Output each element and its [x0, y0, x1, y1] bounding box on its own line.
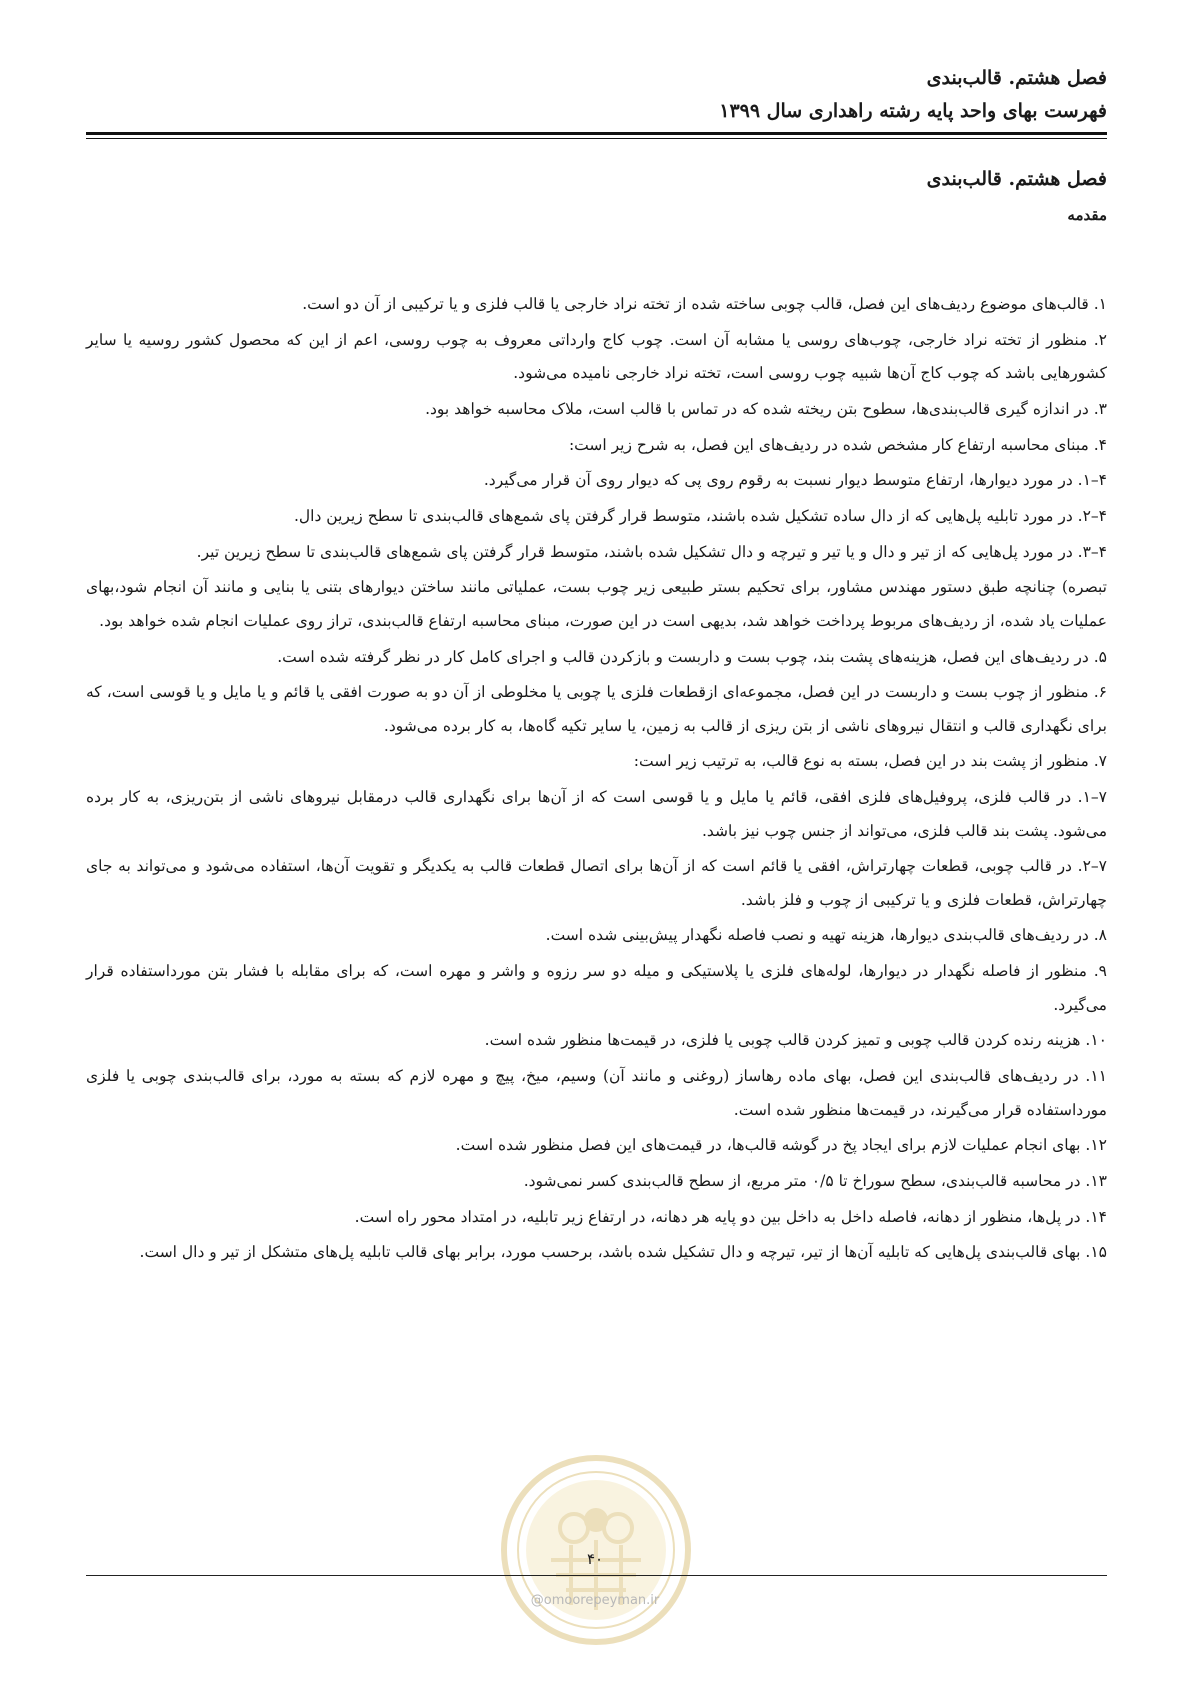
paragraph-2: ۲. منظور از تخته نراد خارجی، چوب‌های روسی یا مشابه آن است. چوب کاج وارداتی معروف به چوب روسی، اعم از این که محصول کشور روسیه یا سایر کشورهایی باشد که چوب کاج آن‌ها شبیه چوب روسی است، تخته نراد خارجی نامیده می‌شود.	[86, 330, 1107, 383]
section-subtitle: مقدمه	[1067, 206, 1107, 224]
body-text	[86, 288, 1107, 1272]
paragraph-4: ۴. مبنای محاسبه ارتفاع کار مشخص شده در ردیف‌های این فصل، به شرح زیر است:	[568, 435, 1107, 454]
header-chapter-title: فصل هشتم. قالب‌بندی	[926, 67, 1107, 89]
page-number: ۴۰	[586, 1550, 604, 1568]
footer-divider	[86, 1575, 1107, 1576]
paragraph-5: ۵. در ردیف‌های این فصل، هزینه‌های پشت بند، چوب بست و داربست و بازکردن قالب و اجرای کامل کار در نظر گرفته شده است.	[277, 647, 1107, 666]
section-title: فصل هشتم. قالب‌بندی	[926, 168, 1107, 190]
paragraph-7-1: ۷–۱. در قالب فلزی، پروفیل‌های فلزی افقی، قائم یا مایل و یا قوسی است که از آن‌ها برای نگهداری قالب درمقابل نیروهای ناشی از بتن‌ریزی، به کار برده می‌شود. پشت بند قالب فلزی، می‌تواند از جنس چوب نیز باشد.	[86, 788, 1107, 840]
paragraph-1: ۱. قالب‌های موضوع ردیف‌های این فصل، قالب چوبی ساخته شده از تخته نراد خارجی یا قالب فلزی و یا ترکیبی از آن دو است.	[302, 295, 1107, 313]
header-document-title: فهرست بهای واحد پایه رشته راهداری سال ۱۳۹۹	[719, 100, 1107, 122]
paragraph-15: ۱۵. بهای قالب‌بندی پل‌هایی که تابلیه آن‌ها از تیر، تیرچه و دال تشکیل شده باشد، برحسب مورد، برابر بهای قالب تابلیه پل‌های متشکل از تیر و دال است.	[139, 1243, 1107, 1262]
paragraph-14: ۱۴. در پل‌ها، منظور از دهانه، فاصله داخل به داخل بین دو پایه هر دهانه، در ارتفاع زیر تابلیه، در امتداد محور راه است.	[354, 1207, 1107, 1226]
paragraph-10: ۱۰. هزینه رنده کردن قالب چوبی و تمیز کردن قالب چوبی یا فلزی، در قیمت‌ها منظور شده است.	[484, 1031, 1107, 1050]
watermark-url: @omoorepeyman.ir	[530, 1593, 660, 1608]
paragraph-4-1: ۴–۱. در مورد دیوارها، ارتفاع متوسط دیوار نسبت به رقوم روی پی که دیوار روی آن قرار می‌گیرد.	[483, 471, 1107, 490]
paragraph-13: ۱۳. در محاسبه قالب‌بندی، سطح سوراخ تا ۰/۵ متر مربع، از سطح قالب‌بندی کسر نمی‌شود.	[523, 1171, 1107, 1190]
paragraph-6: ۶. منظور از چوب بست و داربست در این فصل، مجموعه‌ای ازقطعات فلزی یا چوبی یا مخلوطی از آن دو به صورت افقی یا قائم و یا مایل و یا قوسی است، که برای نگهداری قالب و انتقال نیروهای ناشی از بتن ریزی از قالب به زمین، یا سایر تکیه گاه‌ها، به کار برده می‌شود.	[86, 683, 1107, 735]
paragraph-11: ۱۱. در ردیف‌های قالب‌بندی این فصل، بهای ماده رهاساز (روغنی و مانند آن) وسیم، میخ، پیچ و مهره لازم که بسته به مورد، برای قالب‌بندی چوبی یا فلزی مورداستفاده قرار می‌گیرند، در قیمت‌ها منظور شده است.	[86, 1067, 1107, 1119]
note-paragraph: تبصره) چنانچه طبق دستور مهندس مشاور، برای تحکیم بستر طبیعی زیر چوب بست، عملیاتی مانند ساختن دیوارهای بتنی یا بنایی و مانند آن انجام شود،بهای عملیات یاد شده، از ردیف‌های مربوط پرداخت خواهد شد، بدیهی است در این صورت، مبنای محاسبه ارتفاع قالب‌بندی، تراز روی عملیات انجام شده خواهد بود.	[86, 578, 1107, 630]
paragraph-4-2: ۴–۲. در مورد تابلیه پل‌هایی که از دال ساده تشکیل شده باشند، متوسط قرار گرفتن پای شمع‌های قالب‌بندی تا سطح زیرین دال.	[293, 506, 1107, 525]
header-divider-thick	[86, 132, 1107, 135]
header-divider-thin	[86, 138, 1107, 139]
paragraph-4-3: ۴–۳. در مورد پل‌هایی که از تیر و دال و یا تیر و تیرچه و دال تشکیل شده باشند، متوسط قرار گرفتن پای شمع‌های قالب‌بندی تا سطح زیرین تیر.	[196, 542, 1107, 561]
paragraph-8: ۸. در ردیف‌های قالب‌بندی دیوارها، هزینه تهیه و نصب فاصله نگهدار پیش‌بینی شده است.	[545, 926, 1107, 945]
paragraph-7-2: ۷–۲. در قالب چوبی، قطعات چهارتراش، افقی یا قائم است که از آن‌ها برای اتصال قطعات قالب به یکدیگر و تقویت آن‌ها، استفاده می‌شود و می‌تواند به جای چهارتراش، قطعات فلزی و یا ترکیبی از چوب و فلز باشد.	[86, 857, 1107, 909]
paragraph-9: ۹. منظور از فاصله نگهدار در دیوارها، لوله‌های فلزی یا پلاستیکی و میله دو سر رزوه و واشر و مهره است، که برای مقابله با فشار بتن مورداستفاده قرار می‌گیرد.	[86, 962, 1107, 1014]
paragraph-12: ۱۲. بهای انجام عملیات لازم برای ایجاد پخ در گوشه قالب‌ها، در قیمت‌های این فصل منظور شده است.	[455, 1136, 1107, 1155]
paragraph-7: ۷. منظور از پشت بند در این فصل، بسته به نوع قالب، به ترتیب زیر است:	[633, 752, 1107, 771]
paragraph-3: ۳. در اندازه گیری قالب‌بندی‌ها، سطوح بتن ریخته شده که در تماس با قالب است، ملاک محاسبه خواهد بود.	[425, 399, 1107, 418]
page-header	[86, 62, 1107, 128]
